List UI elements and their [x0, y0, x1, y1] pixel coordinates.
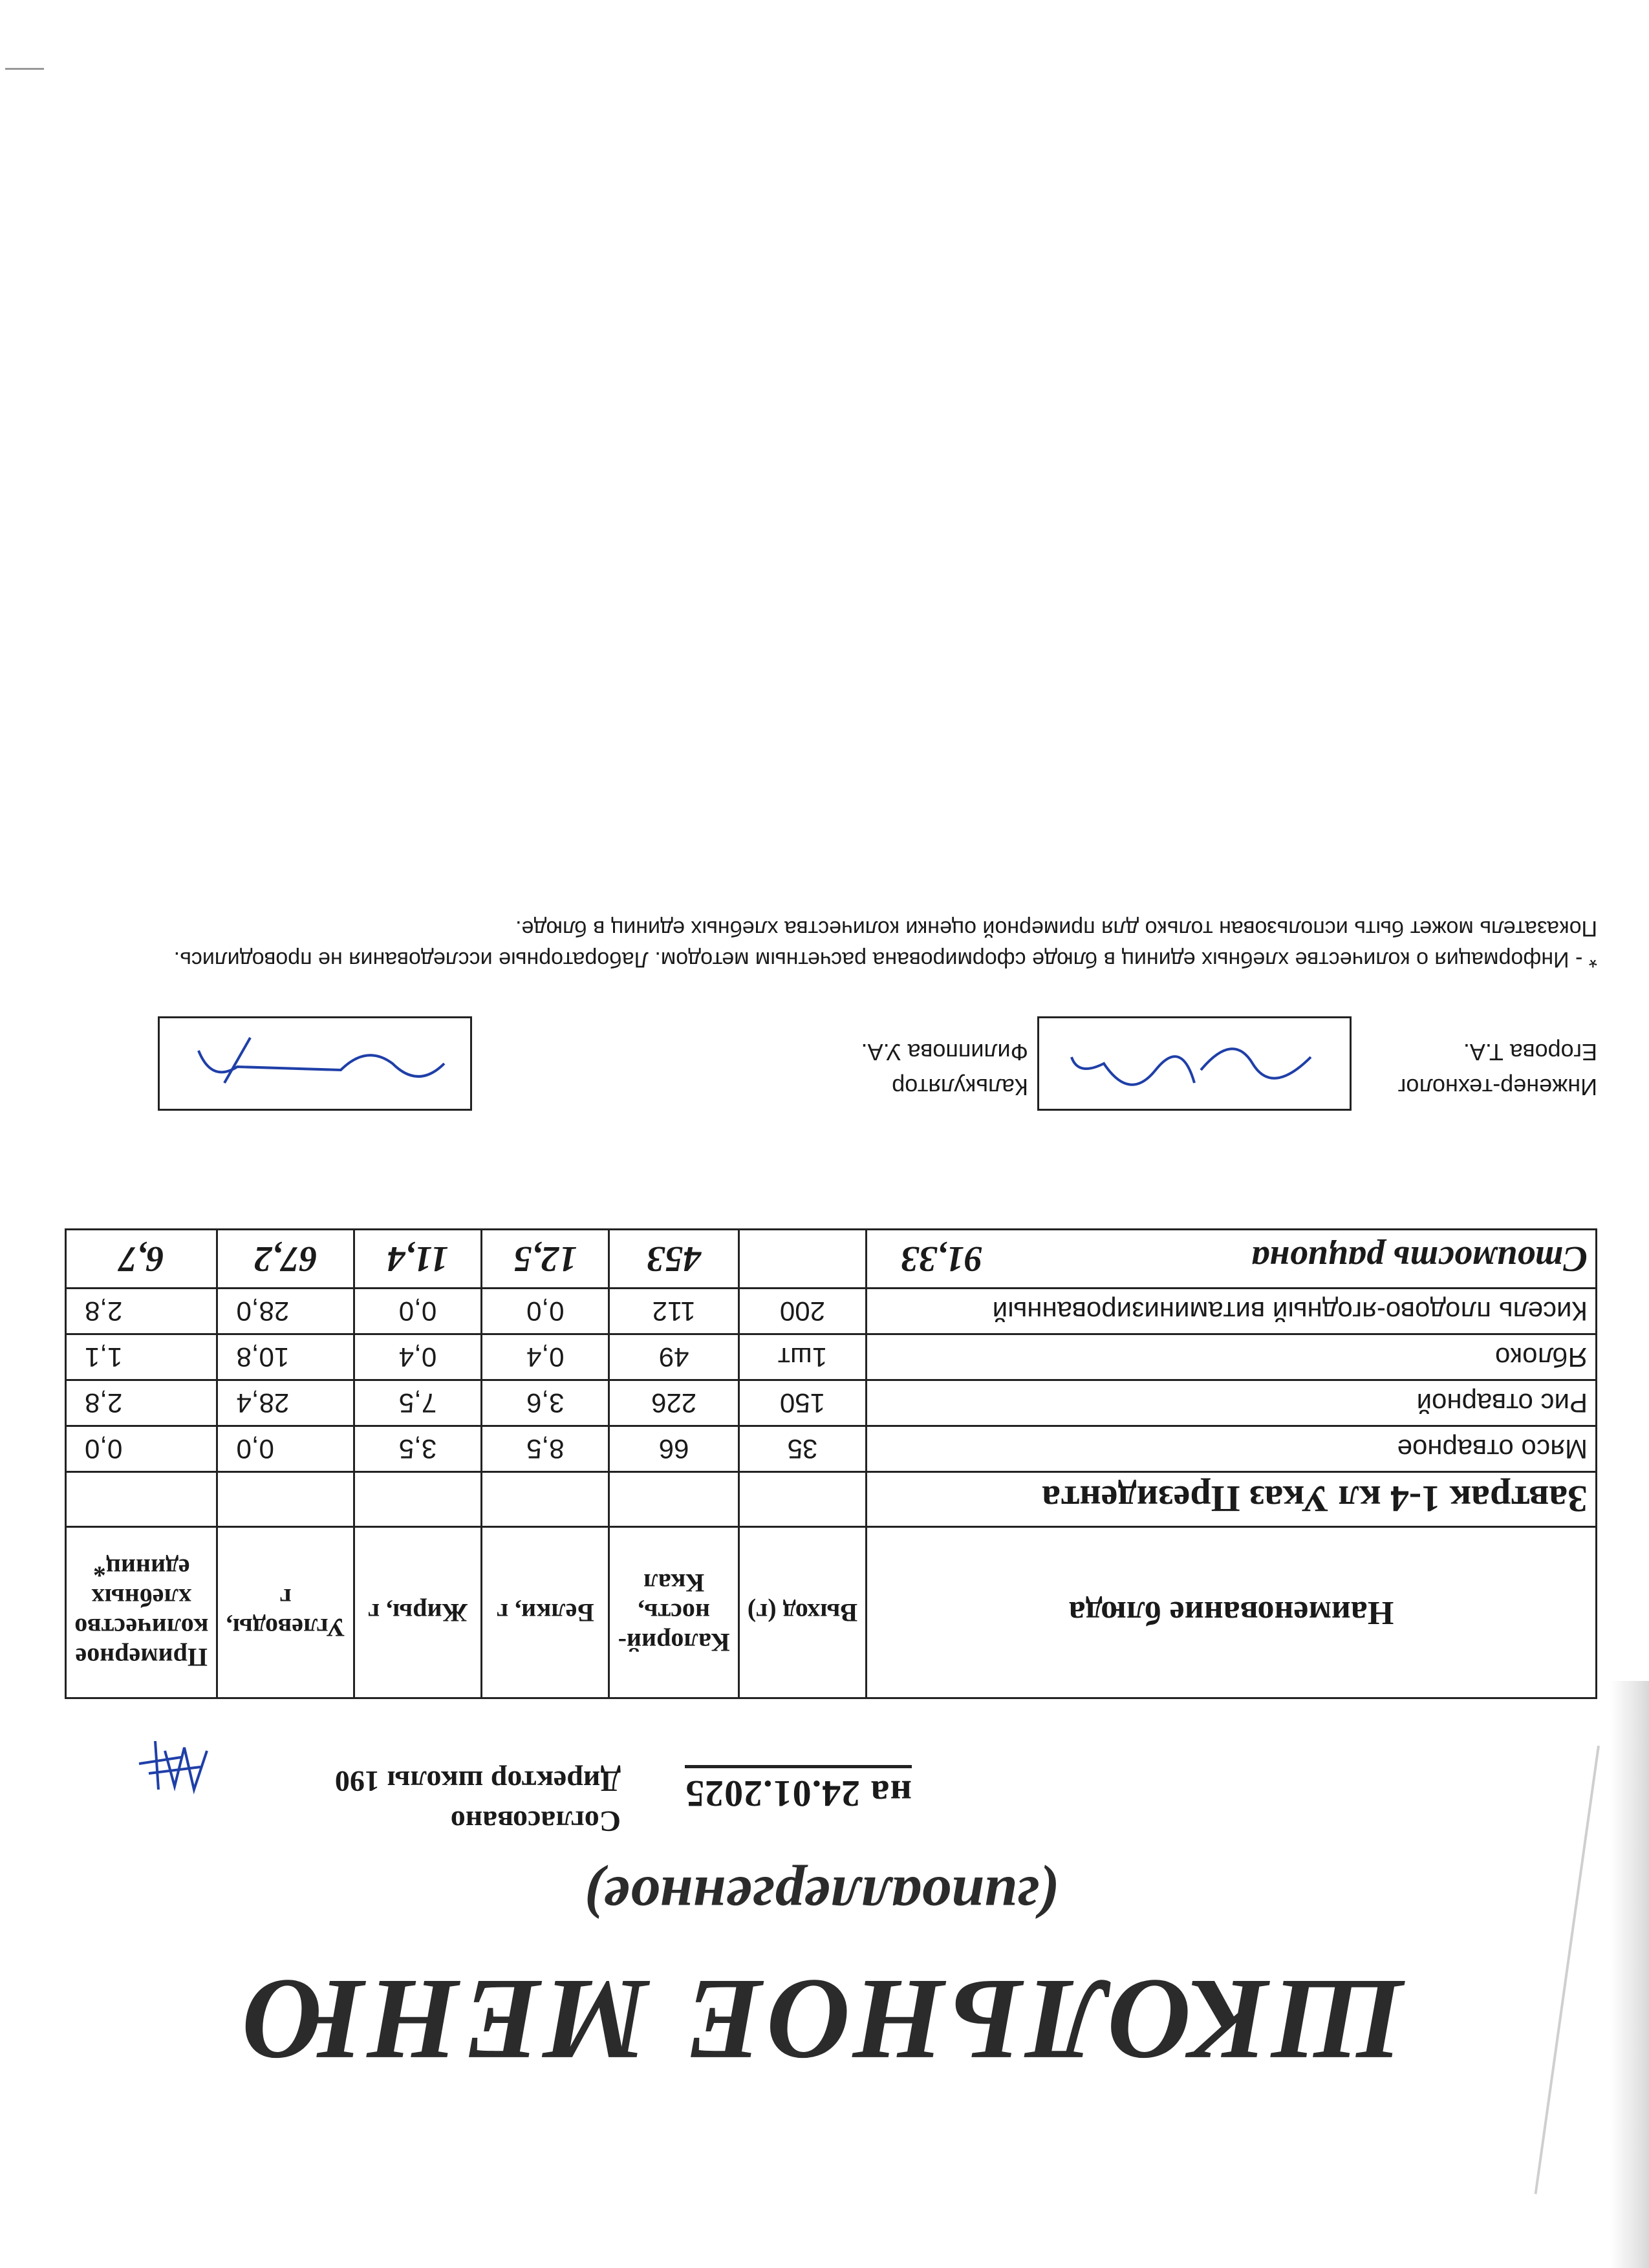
empty-cell	[609, 1472, 738, 1527]
dish-carbs: 0,0	[217, 1426, 354, 1472]
approval-block	[220, 1761, 621, 1841]
dish-calories: 49	[609, 1334, 738, 1380]
dish-output: 35	[738, 1426, 866, 1472]
dish-bread-units: 2,8	[66, 1380, 217, 1426]
table-row	[66, 1334, 1597, 1380]
dish-protein: 0,4	[482, 1334, 609, 1380]
engineer-block	[1397, 1034, 1597, 1104]
dish-protein: 8,5	[482, 1426, 609, 1472]
dish-calories: 66	[609, 1426, 738, 1472]
header-bread-units: Примерное количество хлебных единиц*	[66, 1527, 217, 1698]
dish-bread-units: 0,0	[66, 1426, 217, 1472]
dish-name: Кисель плодово-ягодный витаминизированный	[867, 1289, 1597, 1334]
total-calories: 453	[609, 1230, 738, 1289]
dish-fat: 0,0	[354, 1289, 481, 1334]
total-fat: 11,4	[354, 1230, 481, 1289]
total-cost-label: Стоимость рациона	[1251, 1239, 1588, 1279]
table-row	[66, 1289, 1597, 1334]
menu-date: на 24.01.2025	[685, 1765, 912, 1815]
section-row	[66, 1472, 1597, 1527]
section-title: Завтрак 1-4 кл Указ Президента	[867, 1472, 1597, 1527]
approval-label: Согласовано	[450, 1805, 621, 1838]
dish-fat: 3,5	[354, 1426, 481, 1472]
header-fat: Жиры, г	[354, 1527, 481, 1698]
dish-bread-units: 2,8	[66, 1289, 217, 1334]
empty-cell	[66, 1472, 217, 1527]
dish-output: 150	[738, 1380, 866, 1426]
dish-bread-units: 1,1	[66, 1334, 217, 1380]
table-header-row	[66, 1527, 1597, 1698]
approval-director: Директор школы 190	[334, 1765, 621, 1798]
header-protein: Белки, г	[482, 1527, 609, 1698]
signatures-block	[65, 975, 1597, 1117]
total-cost-value: 91,33	[901, 1239, 983, 1279]
header-output: Выход (г)	[738, 1527, 866, 1698]
dish-name: Рис отварной	[867, 1380, 1597, 1426]
document-title: ШКОЛЬНОЕ МЕНЮ	[238, 1956, 1405, 2084]
dish-fat: 7,5	[354, 1380, 481, 1426]
empty-cell	[738, 1230, 866, 1289]
dish-protein: 3,6	[482, 1380, 609, 1426]
dish-protein: 0,0	[482, 1289, 609, 1334]
footnote-line-1: * - Информация о количестве хлебных единиц в блюде сформирована расчетным методом. Лабораторные исследования не проводились.	[173, 947, 1597, 972]
dish-fat: 0,4	[354, 1334, 481, 1380]
calculator-title: Калькулятор	[892, 1074, 1028, 1100]
engineer-signature	[1039, 1018, 1350, 1109]
table-row	[66, 1426, 1597, 1472]
total-bread-units: 6,7	[66, 1230, 217, 1289]
total-protein: 12,5	[482, 1230, 609, 1289]
total-carbs: 67,2	[217, 1230, 354, 1289]
dish-name: Яблоко	[867, 1334, 1597, 1380]
calculator-signature	[160, 1018, 470, 1109]
dish-calories: 112	[609, 1289, 738, 1334]
director-signature	[129, 1731, 220, 1803]
footnote	[65, 913, 1597, 975]
dish-carbs: 28,4	[217, 1380, 354, 1426]
header-dish-name: Наименование блюда	[867, 1527, 1597, 1698]
footnote-line-2: Показатель может быть использован только для примерной оценки количества хлебных единиц в блюде.	[515, 916, 1597, 941]
dish-carbs: 10,8	[217, 1334, 354, 1380]
empty-cell	[738, 1472, 866, 1527]
table-row	[66, 1380, 1597, 1426]
document-subtitle: (гипоаллергенное)	[583, 1865, 1059, 1931]
engineer-name: Егорова Т.А.	[1463, 1039, 1597, 1065]
header-calories: Калорий-ность, Ккал	[609, 1527, 738, 1698]
empty-cell	[217, 1472, 354, 1527]
calculator-signature-box	[158, 1016, 472, 1111]
empty-cell	[482, 1472, 609, 1527]
header-carbs: Углеводы, г	[217, 1527, 354, 1698]
engineer-title: Инженер-технолог	[1397, 1074, 1597, 1100]
engineer-signature-box	[1037, 1016, 1352, 1111]
dish-output: 200	[738, 1289, 866, 1334]
total-cost-cell	[867, 1230, 1597, 1289]
dish-carbs: 28,0	[217, 1289, 354, 1334]
total-row	[66, 1230, 1597, 1289]
menu-table	[65, 1228, 1597, 1699]
calculator-name: Филиппова У.А.	[861, 1039, 1028, 1065]
dish-name: Мясо отварное	[867, 1426, 1597, 1472]
dish-output: 1шт	[738, 1334, 866, 1380]
calculator-block	[861, 1034, 1028, 1104]
dish-calories: 226	[609, 1380, 738, 1426]
empty-cell	[354, 1472, 481, 1527]
